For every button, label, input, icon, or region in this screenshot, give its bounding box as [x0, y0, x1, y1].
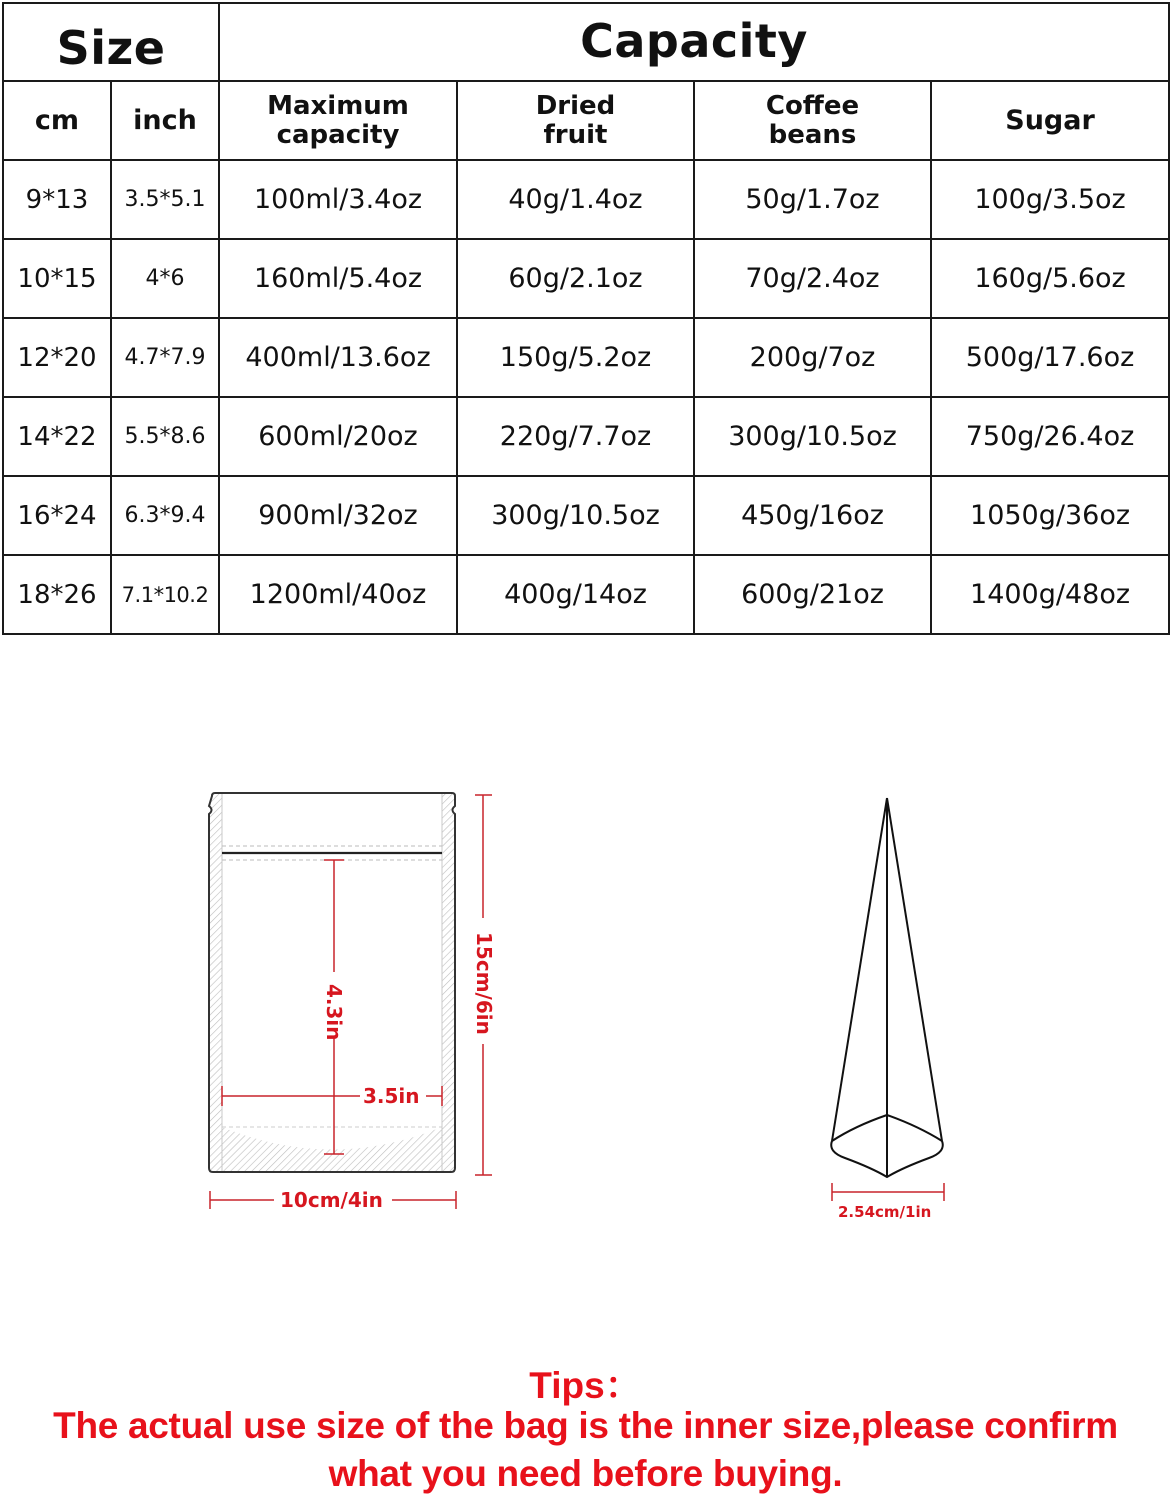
- coffee-beans-cell: 600g/21oz: [694, 555, 931, 634]
- table-row: [3, 476, 1169, 555]
- sugar-cell: 1400g/48oz: [931, 555, 1169, 634]
- max-capacity-cell: 900ml/32oz: [219, 476, 457, 555]
- max-capacity-header: [219, 81, 457, 160]
- dried-fruit-cell: 220g/7.7oz: [457, 397, 694, 476]
- coffee-beans-header-line2: beans: [768, 119, 857, 150]
- dried-fruit-header-line2: fruit: [543, 119, 608, 150]
- bag-outline-group: [209, 793, 455, 1173]
- sugar-cell: 1050g/36oz: [931, 476, 1169, 555]
- inch-header: inch: [111, 81, 219, 160]
- inner-height-label: 4.3in: [322, 984, 346, 1041]
- dried-fruit-header-line1: Dried: [535, 90, 616, 121]
- dried-fruit-cell: 40g/1.4oz: [457, 160, 694, 239]
- column-header-row: [3, 81, 1169, 160]
- max-capacity-header-line1: Maximum: [267, 90, 409, 121]
- inch-cell: 6.3*9.4: [111, 476, 219, 555]
- dried-fruit-header: [457, 81, 694, 160]
- coffee-beans-cell: 300g/10.5oz: [694, 397, 931, 476]
- sugar-cell: 160g/5.6oz: [931, 239, 1169, 318]
- sugar-cell: 100g/3.5oz: [931, 160, 1169, 239]
- gusset-width-dimension: [832, 1183, 944, 1201]
- coffee-beans-cell: 50g/1.7oz: [694, 160, 931, 239]
- dried-fruit-cell: 300g/10.5oz: [457, 476, 694, 555]
- max-capacity-cell: 600ml/20oz: [219, 397, 457, 476]
- inch-cell: 7.1*10.2: [111, 555, 219, 634]
- max-capacity-header-line2: capacity: [276, 119, 400, 150]
- coffee-beans-cell: 450g/16oz: [694, 476, 931, 555]
- dried-fruit-cell: 60g/2.1oz: [457, 239, 694, 318]
- tips-text-line2: what you need before buying.: [328, 1453, 843, 1494]
- table-row: [3, 555, 1169, 634]
- size-group-header: Size: [3, 3, 219, 81]
- bag-front-diagram: [190, 780, 510, 1220]
- tips-title: Tips：: [529, 1365, 642, 1406]
- max-capacity-cell: 1200ml/40oz: [219, 555, 457, 634]
- sugar-cell: 500g/17.6oz: [931, 318, 1169, 397]
- table-row: [3, 160, 1169, 239]
- inch-cell: 3.5*5.1: [111, 160, 219, 239]
- table-row: [3, 397, 1169, 476]
- outer-width-label: 10cm/4in: [280, 1188, 383, 1212]
- inch-cell: 5.5*8.6: [111, 397, 219, 476]
- table-row: [3, 318, 1169, 397]
- capacity-group-header: Capacity: [219, 3, 1169, 81]
- inch-cell: 4.7*7.9: [111, 318, 219, 397]
- table-row: [3, 239, 1169, 318]
- gusset-outline: [831, 798, 943, 1177]
- gusset-width-label: 2.54cm/1in: [838, 1203, 932, 1221]
- coffee-beans-cell: 200g/7oz: [694, 318, 931, 397]
- cm-cell: 10*15: [3, 239, 111, 318]
- max-capacity-cell: 160ml/5.4oz: [219, 239, 457, 318]
- cm-header: cm: [3, 81, 111, 160]
- coffee-beans-cell: 70g/2.4oz: [694, 239, 931, 318]
- sugar-cell: 750g/26.4oz: [931, 397, 1169, 476]
- group-header-row: [3, 3, 1169, 81]
- size-capacity-table: [2, 2, 1170, 635]
- inner-width-label: 3.5in: [363, 1084, 420, 1108]
- outer-height-label: 15cm/6in: [472, 932, 496, 1035]
- coffee-beans-header-line1: Coffee: [765, 90, 860, 121]
- cm-cell: 9*13: [3, 160, 111, 239]
- cm-cell: 16*24: [3, 476, 111, 555]
- cm-cell: 18*26: [3, 555, 111, 634]
- dried-fruit-cell: 400g/14oz: [457, 555, 694, 634]
- dried-fruit-cell: 150g/5.2oz: [457, 318, 694, 397]
- tips-text-line1: The actual use size of the bag is the inner size,please confirm: [53, 1405, 1118, 1446]
- coffee-beans-header: [694, 81, 931, 160]
- cm-cell: 12*20: [3, 318, 111, 397]
- cm-cell: 14*22: [3, 397, 111, 476]
- sugar-header: Sugar: [931, 81, 1169, 160]
- max-capacity-cell: 100ml/3.4oz: [219, 160, 457, 239]
- inch-cell: 4*6: [111, 239, 219, 318]
- bag-side-diagram: [800, 780, 980, 1230]
- max-capacity-cell: 400ml/13.6oz: [219, 318, 457, 397]
